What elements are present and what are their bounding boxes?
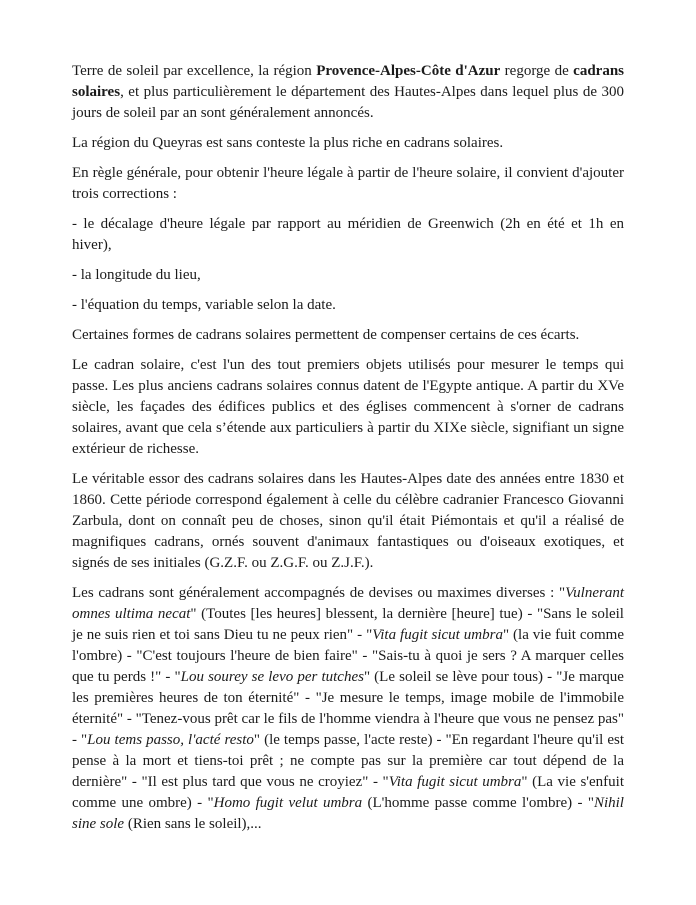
text-run: Certaines formes de cadrans solaires permettent de compenser certains de ces écarts.	[72, 327, 580, 343]
bold-run: cadrans solaires	[72, 63, 624, 100]
italic-run: Vita fugit sicut umbra	[372, 627, 503, 643]
text-run: Le véritable essor des cadrans solaires dans les Hautes-Alpes date des années entre 1830 et 1860. Cette période correspond également à celle du célèbre cadranier Francesco Giovanni Zarbula, dont on connaît peu de choses, sinon qu'il était Piémontais et qu'il a réalisé de magnifiques cadrans, ornés souvent d'animaux fantastiques ou d'oiseaux exotiques, et signés de ses initiales (G.Z.F. ou Z.G.F. ou Z.J.F.).	[72, 471, 624, 571]
paragraph-compensation	[72, 325, 624, 346]
paragraph-queyras	[72, 133, 624, 154]
text-run: - le décalage d'heure légale par rapport au méridien de Greenwich (2h en été et 1h en hiver),	[72, 216, 624, 253]
paragraph-correction-decalage	[72, 214, 624, 256]
text-run: " (Le soleil se lève pour tous) - "Je marque les premières heures de ton éternité" - "Je mesure le temps, image mobile de l'immobile éternité" - "Tenez-vous prêt car le fils de l'homme viendra à l'heure que vous ne pensez pas" - "	[72, 669, 624, 748]
text-run: (L'homme passe comme l'ombre) - "	[362, 795, 594, 811]
text-run: , et plus particulièrement le département des Hautes-Alpes dans lequel plus de 300 jours de soleil par an sont généralement annoncés.	[72, 84, 624, 121]
text-run: regorge de	[500, 63, 574, 79]
italic-run: Lou sourey se levo per tutches	[180, 669, 364, 685]
italic-run: Nihil sine sole	[72, 795, 624, 832]
text-run: Les cadrans sont généralement accompagnés de devises ou maximes diverses : "	[72, 585, 566, 601]
italic-run: Lou tems passo, l'acté resto	[87, 732, 254, 748]
text-run: Le cadran solaire, c'est l'un des tout premiers objets utilisés pour mesurer le temps qui passe. Les plus anciens cadrans solaires connus datent de l'Egypte antique. A partir du XVe siècle, les façades des édifices publics et des églises commencent à s'orner de cadrans solaires, avant que cela s’étende aux particuliers à partir du XIXe siècle, signifiant un signe extérieur de richesse.	[72, 357, 624, 457]
text-run: Terre de soleil par excellence, la région	[72, 63, 317, 79]
text-run: La région du Queyras est sans conteste la plus riche en cadrans solaires.	[72, 135, 504, 151]
text-run: " (le temps passe, l'acte reste) - "En regardant l'heure qu'il est pense à la mort et tiens-toi prêt ; ne compte pas sur la première car tout dépend de la dernière" - "Il est plus tard que vous ne croyiez" - "	[72, 732, 624, 790]
paragraph-histoire	[72, 355, 624, 460]
paragraph-correction-longitude	[72, 265, 624, 286]
paragraph-devises	[72, 583, 624, 835]
text-run: (Rien sans le soleil),...	[124, 816, 262, 832]
paragraph-correction-equation	[72, 295, 624, 316]
text-run: " (La vie s'enfuit comme une ombre) - "	[72, 774, 624, 811]
text-run: En règle générale, pour obtenir l'heure légale à partir de l'heure solaire, il convient d'ajouter trois corrections :	[72, 165, 624, 202]
paragraph-intro-region	[72, 61, 624, 124]
paragraph-zarbula	[72, 469, 624, 574]
bold-run: Provence-Alpes-Côte d'Azur	[316, 63, 501, 79]
text-run: " (la vie fuit comme l'ombre) - "C'est toujours l'heure de bien faire" - "Sais-tu à quoi je sers ? A marquer celles que tu perds !" - "	[72, 627, 625, 685]
italic-run: Homo fugit velut umbra	[213, 795, 363, 811]
text-run: " (Toutes [les heures] blessent, la dernière [heure] tue) - "Sans le soleil je ne suis rien et toi sans Dieu tu ne peux rien" - "	[72, 606, 624, 643]
text-run: - l'équation du temps, variable selon la date.	[72, 297, 336, 313]
italic-run: Vita fugit sicut umbra	[388, 774, 522, 790]
text-run: - la longitude du lieu,	[72, 267, 201, 283]
paragraph-heure-legale	[72, 163, 624, 205]
italic-run: Vulnerant omnes ultima necat	[72, 585, 624, 622]
